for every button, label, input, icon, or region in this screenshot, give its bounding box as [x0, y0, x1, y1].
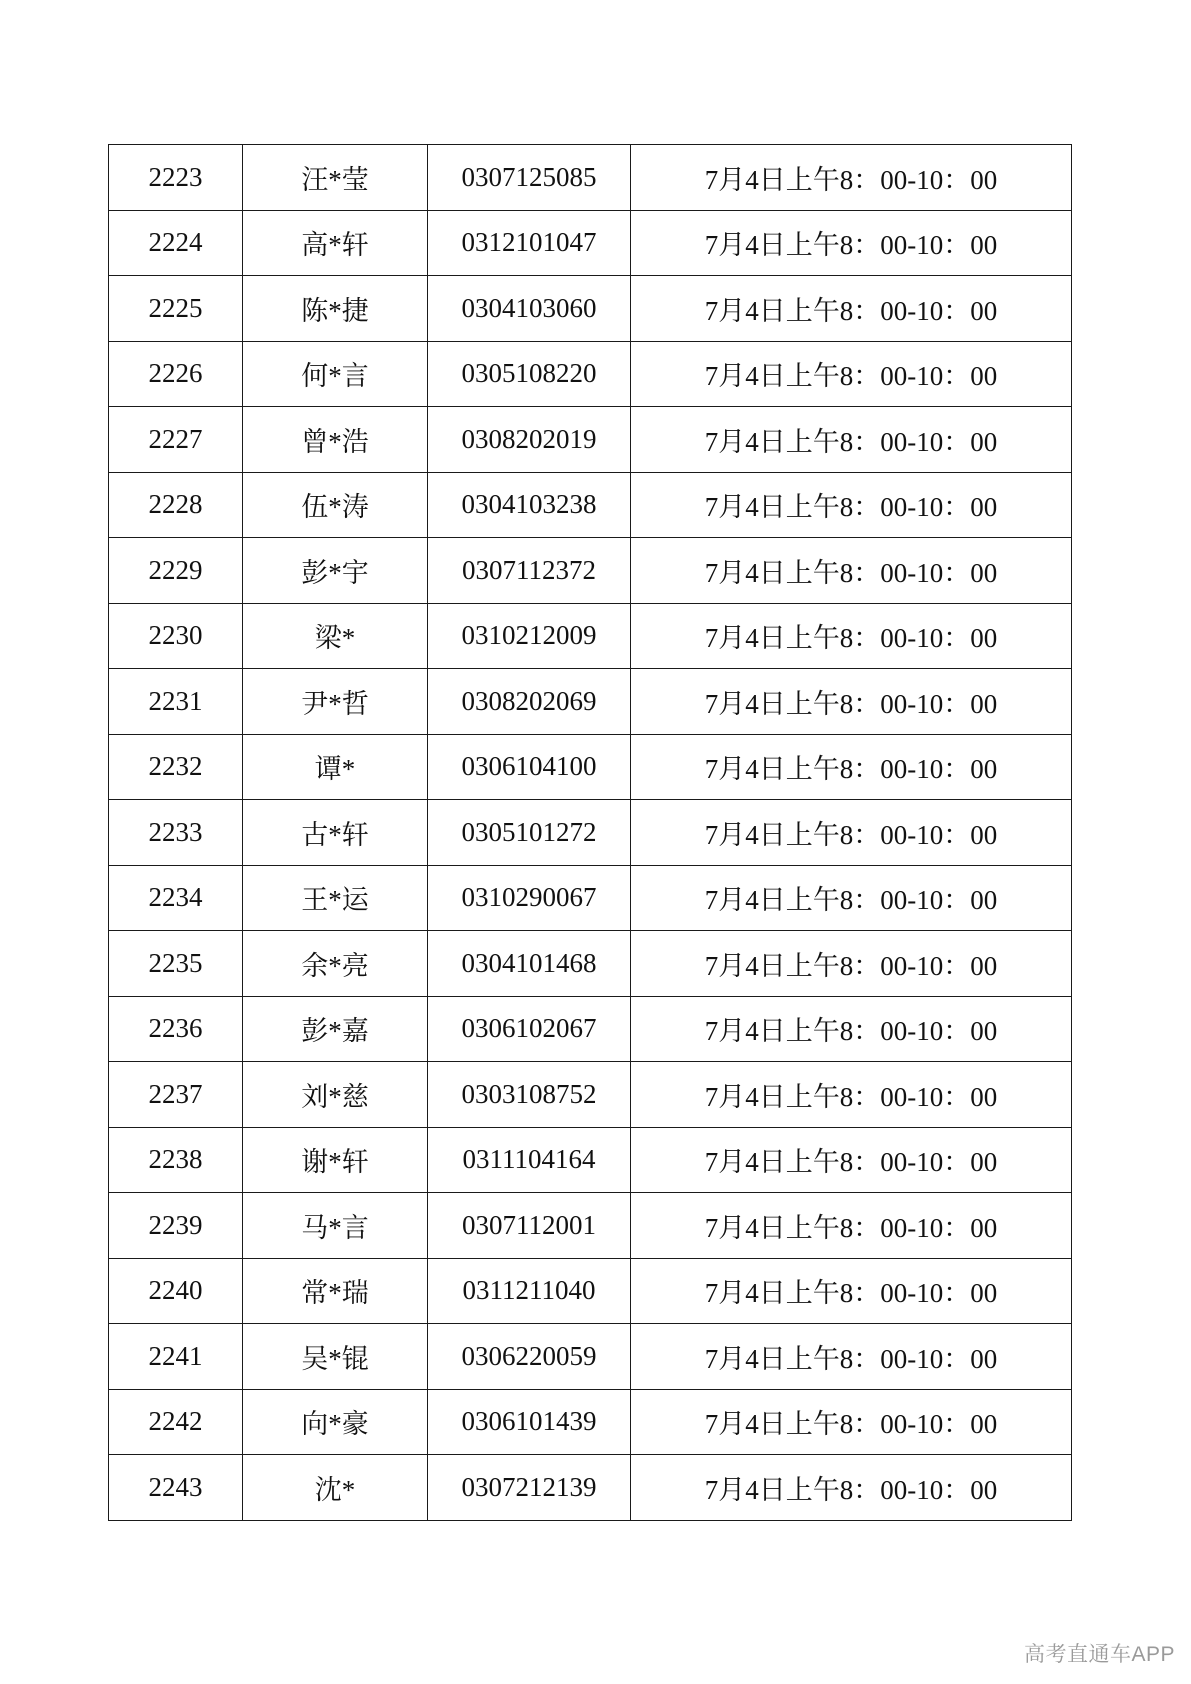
cell-number: 2240	[109, 1258, 243, 1324]
watermark: 高考直通车APP	[1023, 1643, 1175, 1666]
table-row	[109, 341, 1072, 407]
cell-name: 汪*莹	[243, 145, 428, 211]
cell-id: 0307112001	[428, 1193, 631, 1259]
cell-id: 0312101047	[428, 210, 631, 276]
cell-time: 7月4日上午8：00-10：00	[631, 1455, 1072, 1521]
cell-number: 2239	[109, 1193, 243, 1259]
cell-id: 0306104100	[428, 734, 631, 800]
table-row	[109, 210, 1072, 276]
cell-id: 0304103060	[428, 276, 631, 342]
cell-id: 0307125085	[428, 145, 631, 211]
cell-id: 0304103238	[428, 472, 631, 538]
cell-time: 7月4日上午8：00-10：00	[631, 538, 1072, 604]
cell-name: 吴*锟	[243, 1324, 428, 1390]
table-row	[109, 1455, 1072, 1521]
cell-time: 7月4日上午8：00-10：00	[631, 865, 1072, 931]
cell-number: 2237	[109, 1062, 243, 1128]
cell-time: 7月4日上午8：00-10：00	[631, 1389, 1072, 1455]
cell-number: 2229	[109, 538, 243, 604]
roster-table-body	[109, 145, 1072, 1521]
cell-name: 陈*捷	[243, 276, 428, 342]
cell-time: 7月4日上午8：00-10：00	[631, 472, 1072, 538]
cell-number: 2230	[109, 603, 243, 669]
table-row	[109, 1062, 1072, 1128]
cell-time: 7月4日上午8：00-10：00	[631, 734, 1072, 800]
cell-time: 7月4日上午8：00-10：00	[631, 931, 1072, 997]
cell-time: 7月4日上午8：00-10：00	[631, 996, 1072, 1062]
cell-time: 7月4日上午8：00-10：00	[631, 1193, 1072, 1259]
cell-name: 彭*宇	[243, 538, 428, 604]
cell-id: 0308202019	[428, 407, 631, 473]
table-row	[109, 800, 1072, 866]
cell-id: 0304101468	[428, 931, 631, 997]
cell-name: 余*亮	[243, 931, 428, 997]
table-row	[109, 603, 1072, 669]
cell-id: 0306220059	[428, 1324, 631, 1390]
table-row	[109, 734, 1072, 800]
cell-number: 2236	[109, 996, 243, 1062]
cell-name: 曾*浩	[243, 407, 428, 473]
cell-name: 王*运	[243, 865, 428, 931]
cell-number: 2227	[109, 407, 243, 473]
cell-number: 2235	[109, 931, 243, 997]
table-row	[109, 1193, 1072, 1259]
cell-id: 0311104164	[428, 1127, 631, 1193]
cell-name: 向*豪	[243, 1389, 428, 1455]
cell-number: 2231	[109, 669, 243, 735]
cell-id: 0307112372	[428, 538, 631, 604]
cell-time: 7月4日上午8：00-10：00	[631, 145, 1072, 211]
cell-name: 马*言	[243, 1193, 428, 1259]
cell-number: 2233	[109, 800, 243, 866]
cell-time: 7月4日上午8：00-10：00	[631, 210, 1072, 276]
table-row	[109, 931, 1072, 997]
cell-number: 2243	[109, 1455, 243, 1521]
cell-time: 7月4日上午8：00-10：00	[631, 1324, 1072, 1390]
cell-name: 何*言	[243, 341, 428, 407]
cell-name: 古*轩	[243, 800, 428, 866]
cell-id: 0308202069	[428, 669, 631, 735]
cell-name: 刘*慈	[243, 1062, 428, 1128]
table-row	[109, 276, 1072, 342]
cell-number: 2225	[109, 276, 243, 342]
roster-table	[108, 144, 1072, 1521]
table-row	[109, 1258, 1072, 1324]
cell-id: 0305101272	[428, 800, 631, 866]
cell-id: 0307212139	[428, 1455, 631, 1521]
table-row	[109, 1324, 1072, 1390]
cell-number: 2226	[109, 341, 243, 407]
cell-id: 0311211040	[428, 1258, 631, 1324]
cell-number: 2241	[109, 1324, 243, 1390]
table-row	[109, 145, 1072, 211]
cell-number: 2242	[109, 1389, 243, 1455]
cell-name: 常*瑞	[243, 1258, 428, 1324]
cell-time: 7月4日上午8：00-10：00	[631, 341, 1072, 407]
cell-id: 0305108220	[428, 341, 631, 407]
cell-time: 7月4日上午8：00-10：00	[631, 1127, 1072, 1193]
table-row	[109, 996, 1072, 1062]
table-row	[109, 472, 1072, 538]
cell-name: 彭*嘉	[243, 996, 428, 1062]
cell-name: 谢*轩	[243, 1127, 428, 1193]
cell-name: 伍*涛	[243, 472, 428, 538]
cell-number: 2223	[109, 145, 243, 211]
cell-time: 7月4日上午8：00-10：00	[631, 669, 1072, 735]
cell-name: 高*轩	[243, 210, 428, 276]
cell-number: 2228	[109, 472, 243, 538]
cell-name: 谭*	[243, 734, 428, 800]
cell-number: 2234	[109, 865, 243, 931]
cell-id: 0310290067	[428, 865, 631, 931]
cell-id: 0310212009	[428, 603, 631, 669]
cell-id: 0306101439	[428, 1389, 631, 1455]
cell-time: 7月4日上午8：00-10：00	[631, 276, 1072, 342]
cell-number: 2238	[109, 1127, 243, 1193]
table-row	[109, 407, 1072, 473]
cell-id: 0306102067	[428, 996, 631, 1062]
cell-time: 7月4日上午8：00-10：00	[631, 603, 1072, 669]
cell-number: 2224	[109, 210, 243, 276]
cell-number: 2232	[109, 734, 243, 800]
cell-name: 尹*哲	[243, 669, 428, 735]
cell-time: 7月4日上午8：00-10：00	[631, 800, 1072, 866]
table-row	[109, 538, 1072, 604]
cell-id: 0303108752	[428, 1062, 631, 1128]
table-row	[109, 865, 1072, 931]
cell-name: 梁*	[243, 603, 428, 669]
table-row	[109, 1389, 1072, 1455]
cell-time: 7月4日上午8：00-10：00	[631, 407, 1072, 473]
cell-name: 沈*	[243, 1455, 428, 1521]
table-row	[109, 669, 1072, 735]
cell-time: 7月4日上午8：00-10：00	[631, 1062, 1072, 1128]
table-row	[109, 1127, 1072, 1193]
cell-time: 7月4日上午8：00-10：00	[631, 1258, 1072, 1324]
